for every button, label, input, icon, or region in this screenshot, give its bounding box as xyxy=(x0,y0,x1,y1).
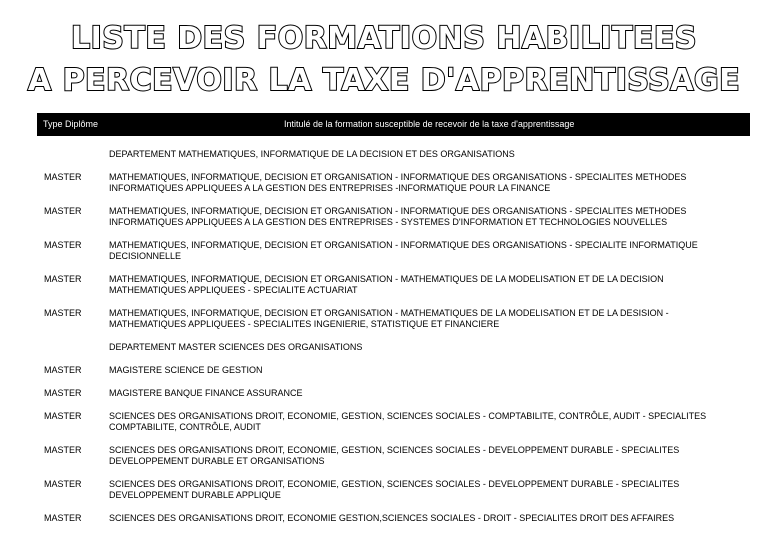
formation-title: SCIENCES DES ORGANISATIONS DROIT, ECONOMIE GESTION,SCIENCES SOCIALES - DROIT - SPECIALITES DROIT DES AFFAIRES xyxy=(109,513,675,523)
formation-title: MATHEMATIQUES, INFORMATIQUE, DECISION ET ORGANISATION - INFORMATIQUE DES ORGANISATIONS - SPECIALITES METHODES INFORMATIQUES APPLIQUEES A LA GESTION DES ENTREPRISES -INFORMATIQUE POUR LA FINANCE xyxy=(109,172,687,193)
table-row xyxy=(44,308,744,330)
formation-title: SCIENCES DES ORGANISATIONS DROIT, ECONOMIE, GESTION, SCIENCES SOCIALES - DEVELOPPEMENT DURABLE - SPECIALITES DEVELOPPEMENT DURABLE ET ORGANISATIONS xyxy=(109,445,680,466)
formation-title: MAGISTERE SCIENCE DE GESTION xyxy=(109,365,263,375)
diploma-type: MASTER xyxy=(44,274,82,284)
table-row xyxy=(44,411,744,433)
diploma-type: MASTER xyxy=(44,513,82,523)
diploma-type: MASTER xyxy=(44,479,82,489)
table-row xyxy=(44,365,744,376)
table-row xyxy=(44,149,744,160)
column-header-type: Type Diplôme xyxy=(43,119,99,129)
department-heading: DEPARTEMENT MASTER SCIENCES DES ORGANISATIONS xyxy=(109,342,363,352)
formation-title: MATHEMATIQUES, INFORMATIQUE, DECISION ET ORGANISATION - MATHEMATIQUES DE LA MODELISATION ET DE LA DECISION MATHEMATIQUES APPLIQUEES - SPECIALITE ACTUARIAT xyxy=(109,274,664,295)
table-row xyxy=(44,240,744,262)
diploma-type: MASTER xyxy=(44,308,82,318)
table-row xyxy=(44,388,744,399)
diploma-type: MASTER xyxy=(44,388,82,398)
document-title-line-1: LISTE DES FORMATIONS HABILITEES xyxy=(70,21,698,56)
table-row xyxy=(44,206,744,228)
table-row xyxy=(44,274,744,296)
diploma-type: MASTER xyxy=(44,240,82,250)
table-body xyxy=(44,149,744,536)
formation-title: MATHEMATIQUES, INFORMATIQUE, DECISION ET ORGANISATION - INFORMATIQUE DES ORGANISATIONS - SPECIALITE INFORMATIQUE DECISIONNELLE xyxy=(109,240,698,261)
diploma-type: MASTER xyxy=(44,445,82,455)
formation-title: SCIENCES DES ORGANISATIONS DROIT, ECONOMIE, GESTION, SCIENCES SOCIALES - COMPTABILITE, CONTRÔLE, AUDIT - SPECIALITES COMPTABILITE, CONTRÔLE, AUDIT xyxy=(109,411,707,432)
table-row xyxy=(44,342,744,353)
diploma-type: MASTER xyxy=(44,411,82,421)
table-row xyxy=(44,479,744,501)
formation-title: MATHEMATIQUES, INFORMATIQUE, DECISION ET ORGANISATION - MATHEMATIQUES DE LA MODELISATION ET DE LA DESISION - MATHEMATIQUES APPLIQUEES - SPECIALITES INGENIERIE, STATISTIQUE ET FINANCIERE xyxy=(109,308,669,329)
formation-title: MATHEMATIQUES, INFORMATIQUE, DECISION ET ORGANISATION - INFORMATIQUE DES ORGANISATIONS - SPECIALITES METHODES INFORMATIQUES APPLIQUEES A LA GESTION DES ENTREPRISES - SYSTEMES D'INFORMATION ET TECHNOLOGIES NOUVELLES xyxy=(109,206,687,227)
diploma-type: MASTER xyxy=(44,172,82,182)
document-title-line-2: A PERCEVOIR LA TAXE D'APPRENTISSAGE xyxy=(27,63,741,98)
column-header-title: Intitulé de la formation susceptible de recevoir de la taxe d'apprentissage xyxy=(284,119,575,129)
diploma-type: MASTER xyxy=(44,365,82,375)
diploma-type: MASTER xyxy=(44,206,82,216)
table-row xyxy=(44,513,744,524)
formation-title: SCIENCES DES ORGANISATIONS DROIT, ECONOMIE, GESTION, SCIENCES SOCIALES - DEVELOPPEMENT DURABLE - SPECIALITES DEVELOPPEMENT DURABLE APPLIQUE xyxy=(109,479,680,500)
table-header xyxy=(37,113,750,136)
formation-title: MAGISTERE BANQUE FINANCE ASSURANCE xyxy=(109,388,303,398)
table-row xyxy=(44,445,744,467)
table-row xyxy=(44,172,744,194)
department-heading: DEPARTEMENT MATHEMATIQUES, INFORMATIQUE DE LA DECISION ET DES ORGANISATIONS xyxy=(109,149,515,159)
